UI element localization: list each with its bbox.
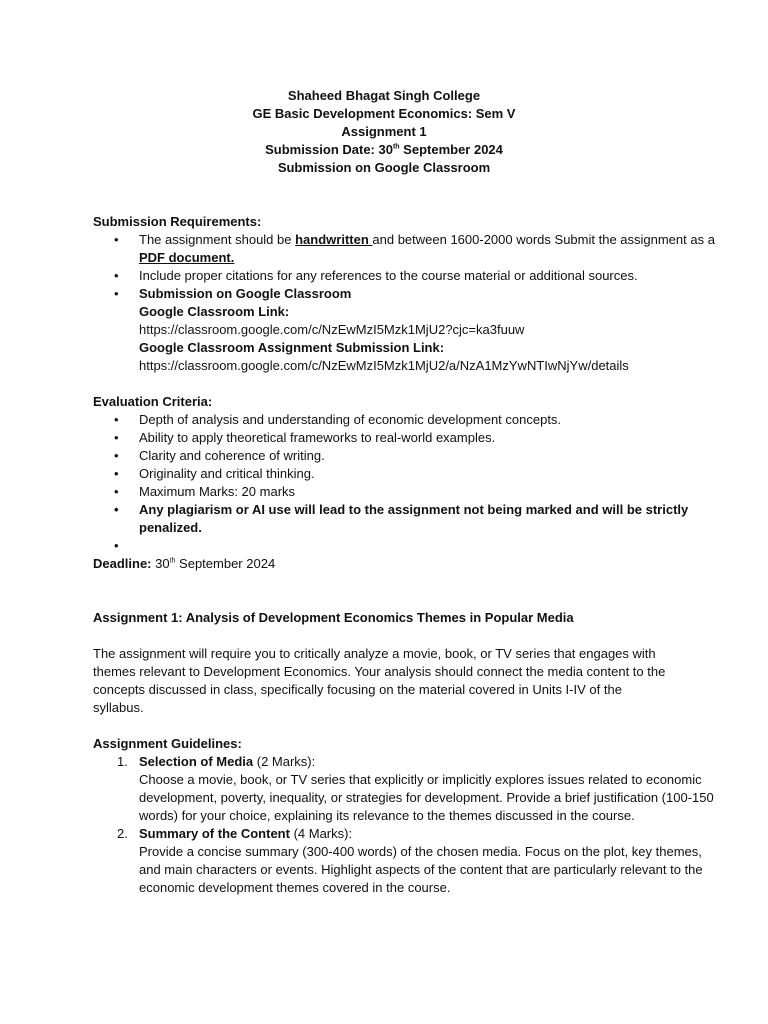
course-title: GE Basic Development Economics: Sem V [252, 106, 516, 121]
requirements-heading: Submission Requirements: [93, 214, 262, 229]
requirement-text: The assignment should be [139, 232, 296, 247]
deadline-line [93, 555, 768, 573]
guidelines-list [93, 753, 768, 897]
deadline-date-suffix: September 2024 [175, 556, 276, 571]
deadline-date-prefix: 30 [151, 556, 170, 571]
evaluation-item: • Depth of analysis and understanding of economic development concepts. [139, 411, 768, 429]
submission-date [93, 141, 675, 159]
classroom-link[interactable]: https://classroom.google.com/c/NzEwMzI5Mzk1MjU2?cjc=ka3fuuw [139, 322, 525, 337]
guideline-item-summary [117, 825, 719, 897]
submission-date-prefix: Submission Date: 30 [265, 142, 393, 157]
evaluation-item: • Ability to apply theoretical frameworks to real-world examples. [139, 429, 768, 447]
document-header [93, 87, 675, 177]
guideline-marks: (4 Marks): [289, 826, 353, 841]
guideline-item-media [117, 753, 719, 825]
evaluation-item: • Originality and critical thinking. [139, 465, 768, 483]
evaluation-item: • Maximum Marks: 20 marks [139, 483, 768, 501]
college-name: Shaheed Bhagat Singh College [287, 88, 481, 103]
submission-platform: Submission on Google Classroom [277, 160, 491, 175]
requirement-item-classroom [139, 285, 768, 375]
requirements-list [93, 231, 768, 375]
evaluation-heading: Evaluation Criteria: [93, 394, 213, 409]
deadline-label: Deadline: [93, 556, 152, 571]
requirement-text-cont: and between 1600-2000 words Submit the assignment as a [372, 232, 715, 247]
assignment-intro: The assignment will require you to critically analyze a movie, book, or TV series that engages with themes relevant to Development Economics. Your analysis should connect the media content to the concepts discussed in class, specifically focusing on the material covered in Units I-IV of the syllabus. [93, 646, 666, 715]
deadline-date-sup: th [169, 557, 176, 565]
pdf-emphasis: PDF document. [139, 250, 235, 265]
assignment-title: Assignment 1: Analysis of Development Economics Themes in Popular Media [93, 610, 574, 625]
guideline-body: Choose a movie, book, or TV series that explicitly or implicitly explores issues related to economic development, poverty, inequality, or strategies for development. Provide a brief justification (100-150 words) for your choice, explaining its relevance to the themes discussed in the course. [139, 772, 714, 823]
guideline-number: 2. [117, 826, 128, 841]
submission-date-suffix: September 2024 [399, 142, 503, 157]
guideline-number: 1. [117, 754, 128, 769]
evaluation-item: • Clarity and coherence of writing. [139, 447, 768, 465]
submission-date-sup: th [392, 143, 400, 151]
empty-bullet [139, 537, 768, 555]
guideline-title: Summary of the Content [139, 826, 290, 841]
handwritten-emphasis: handwritten [295, 232, 373, 247]
plagiarism-warning: • Any plagiarism or AI use will lead to the assignment not being marked and will be strictly penalized. [139, 501, 719, 537]
guideline-title: Selection of Media [139, 754, 254, 769]
guideline-marks: (2 Marks): [253, 754, 316, 769]
guidelines-heading: Assignment Guidelines: [93, 736, 242, 751]
requirement-item-citations: • Include proper citations for any references to the course material or additional sources. [139, 267, 719, 285]
classroom-link-label: Google Classroom Link: [139, 304, 290, 319]
requirement-item-handwritten [139, 231, 719, 267]
evaluation-list [93, 411, 768, 555]
guideline-body: Provide a concise summary (300-400 words) of the chosen media. Focus on the plot, key themes, and main characters or events. Highlight aspects of the content that are particularly relevant to the economic development themes covered in the course. [139, 844, 703, 895]
assignment-number: Assignment 1 [341, 124, 427, 139]
submission-link-label: Google Classroom Assignment Submission Link: [139, 340, 445, 355]
classroom-title: • Submission on Google Classroom [139, 286, 352, 301]
submission-link[interactable]: https://classroom.google.com/c/NzEwMzI5Mzk1MjU2/a/NzA1MzYwNTIwNjYw/details [139, 358, 629, 373]
